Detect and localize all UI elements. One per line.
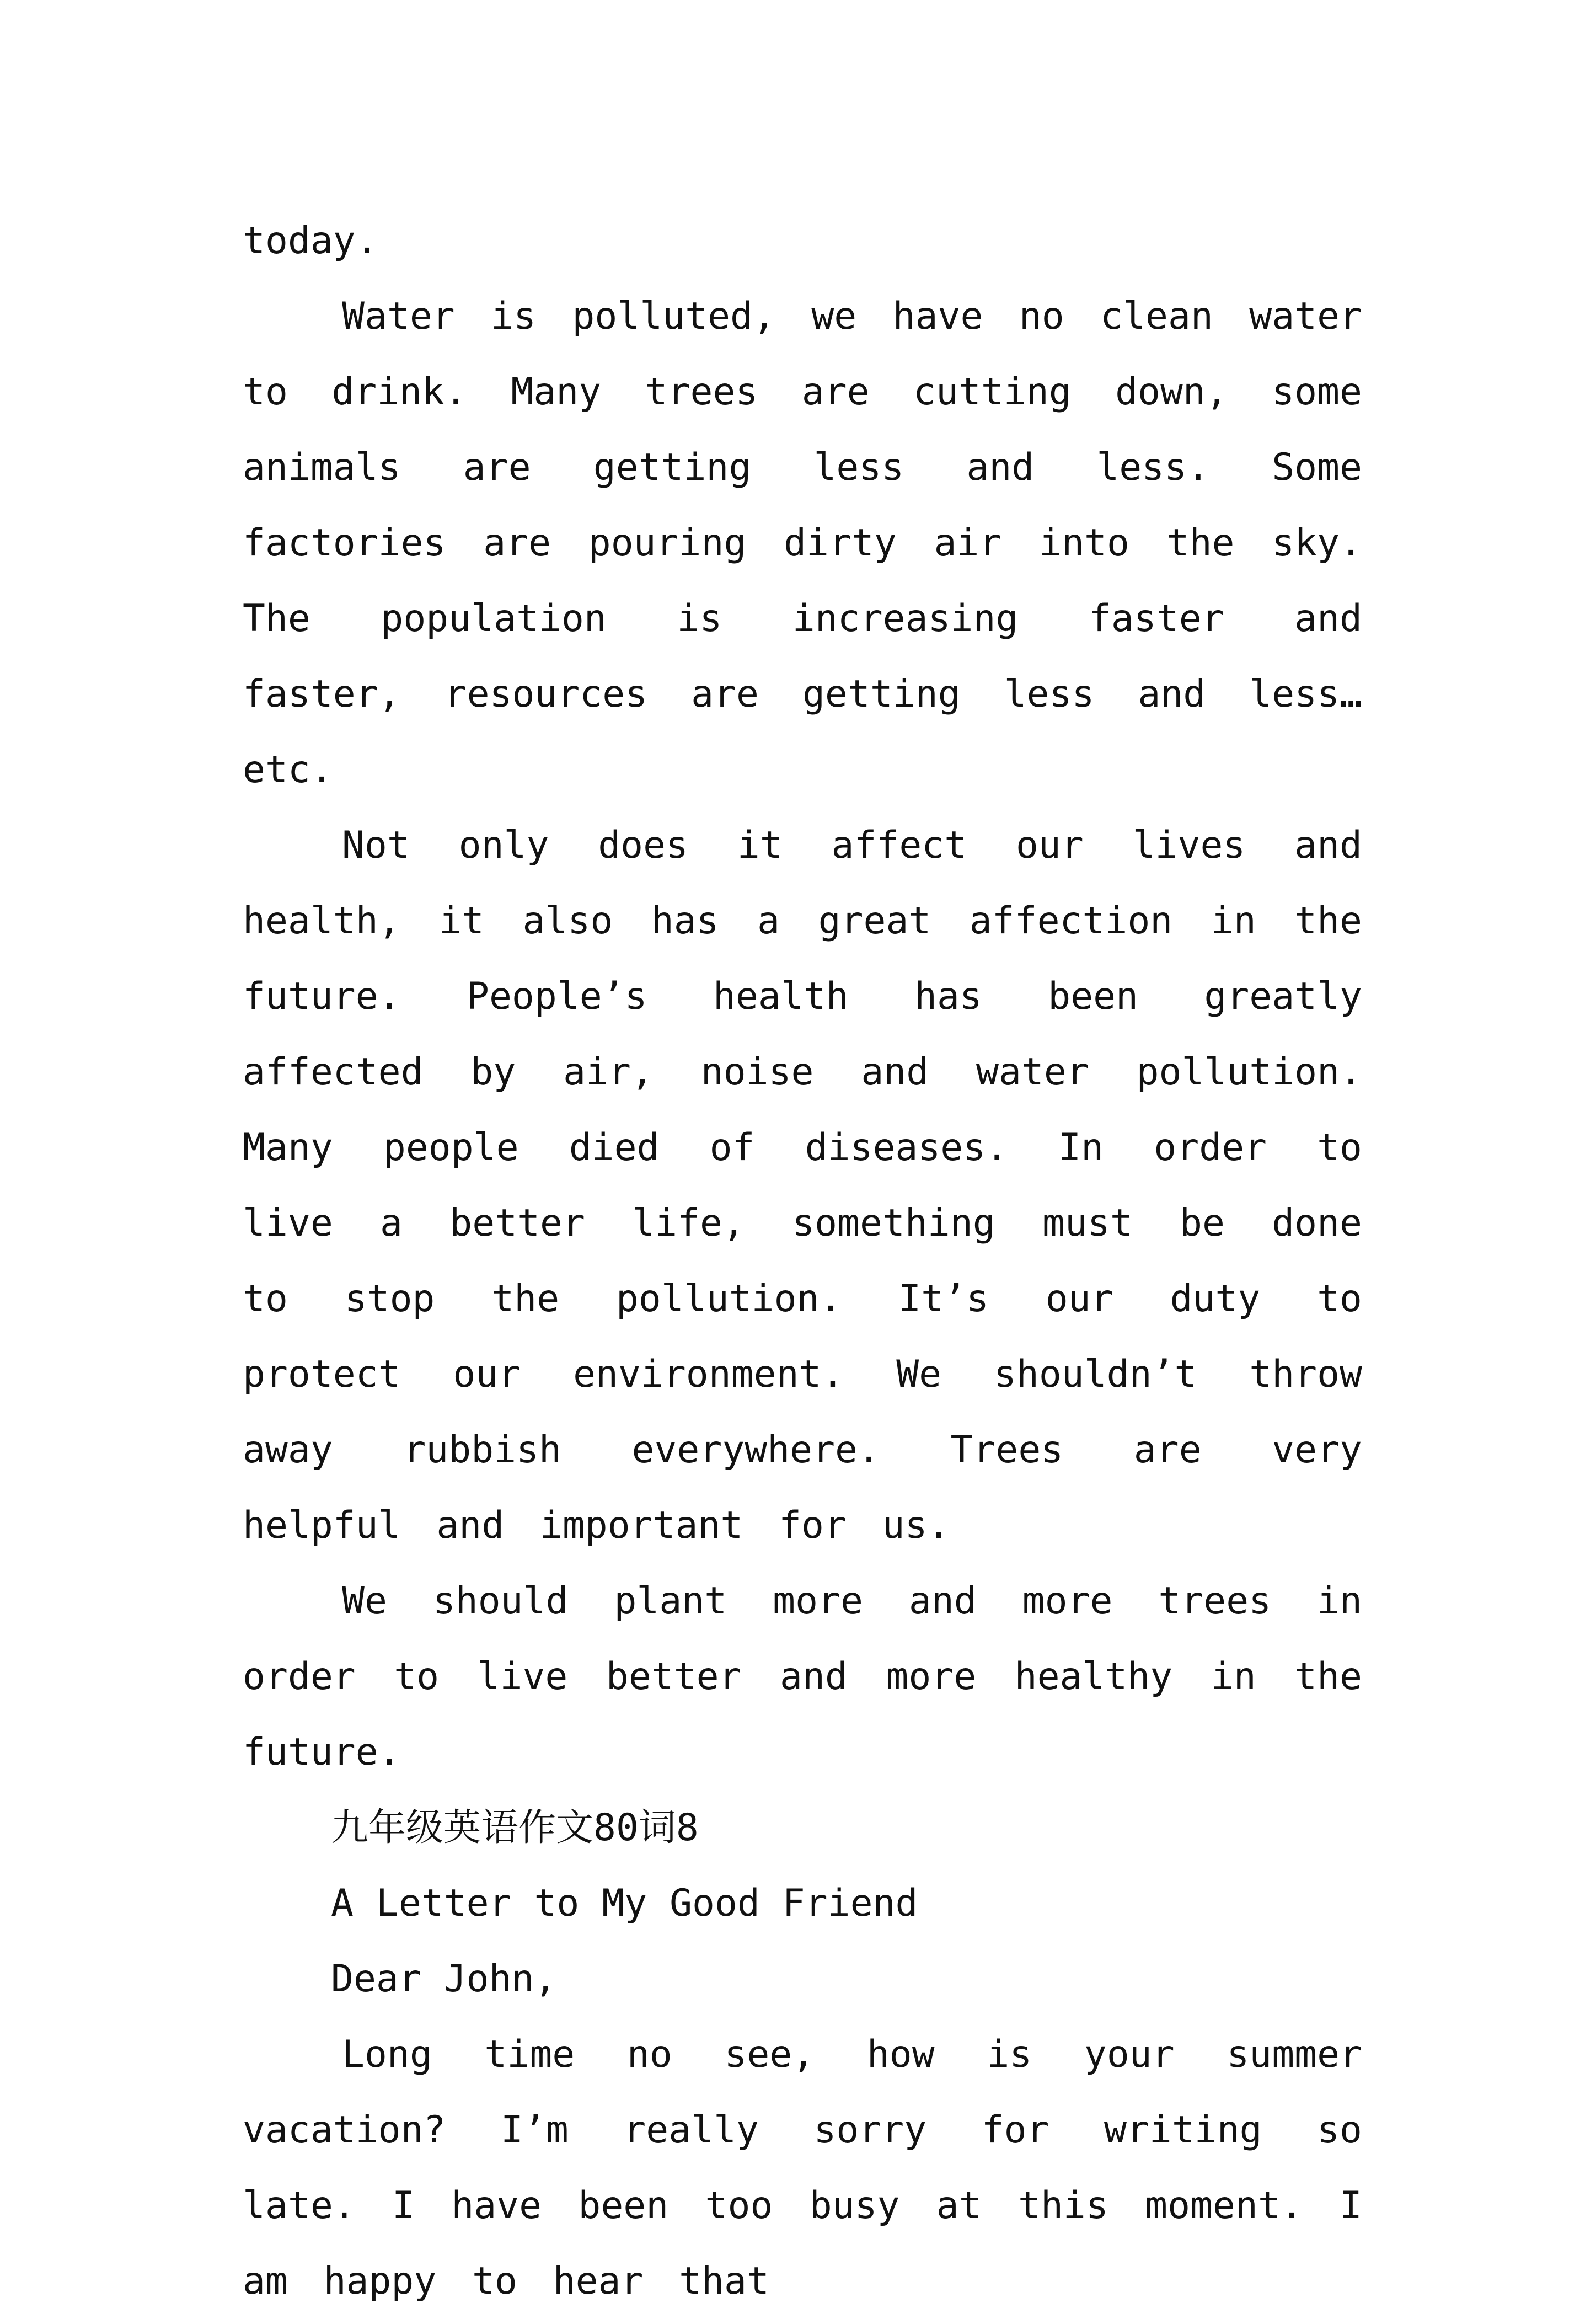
paragraph-water-pollution: Water is polluted, we have no clean water to drink. Many trees are cutting down, some animals are getting less and less. Some factories are pouring dirty air into the sky. The population is increasing faster and faster, resources are getting less and less…etc. [243, 295, 1362, 792]
letter-body-paragraph: Long time no see, how is your summer vacation? I’m really sorry for writing so late. I have been too busy at this moment. I am happy to hear that [243, 2033, 1362, 2303]
section-heading: 九年级英语作文80词8 [331, 1806, 699, 1850]
document-body [243, 203, 1362, 2319]
paragraph-plant-trees: We should plant more and more trees in order to live better and more healthy in the future. [243, 1579, 1362, 1774]
letter-title: A Letter to My Good Friend [331, 1882, 918, 1925]
paragraph-health-effects: Not only does it affect our lives and health, it also has a great affection in the future. People’s health has been greatly affected by air, noise and water pollution. Many people died of diseases. In order to live a better life, something must be done to stop the pollution. It’s our duty to protect our environment. We shouldn’t throw away rubbish everywhere. Trees are very helpful and important for us. [243, 824, 1362, 1547]
continuation-line: today. [243, 219, 378, 263]
letter-salutation: Dear John, [331, 1957, 557, 2001]
